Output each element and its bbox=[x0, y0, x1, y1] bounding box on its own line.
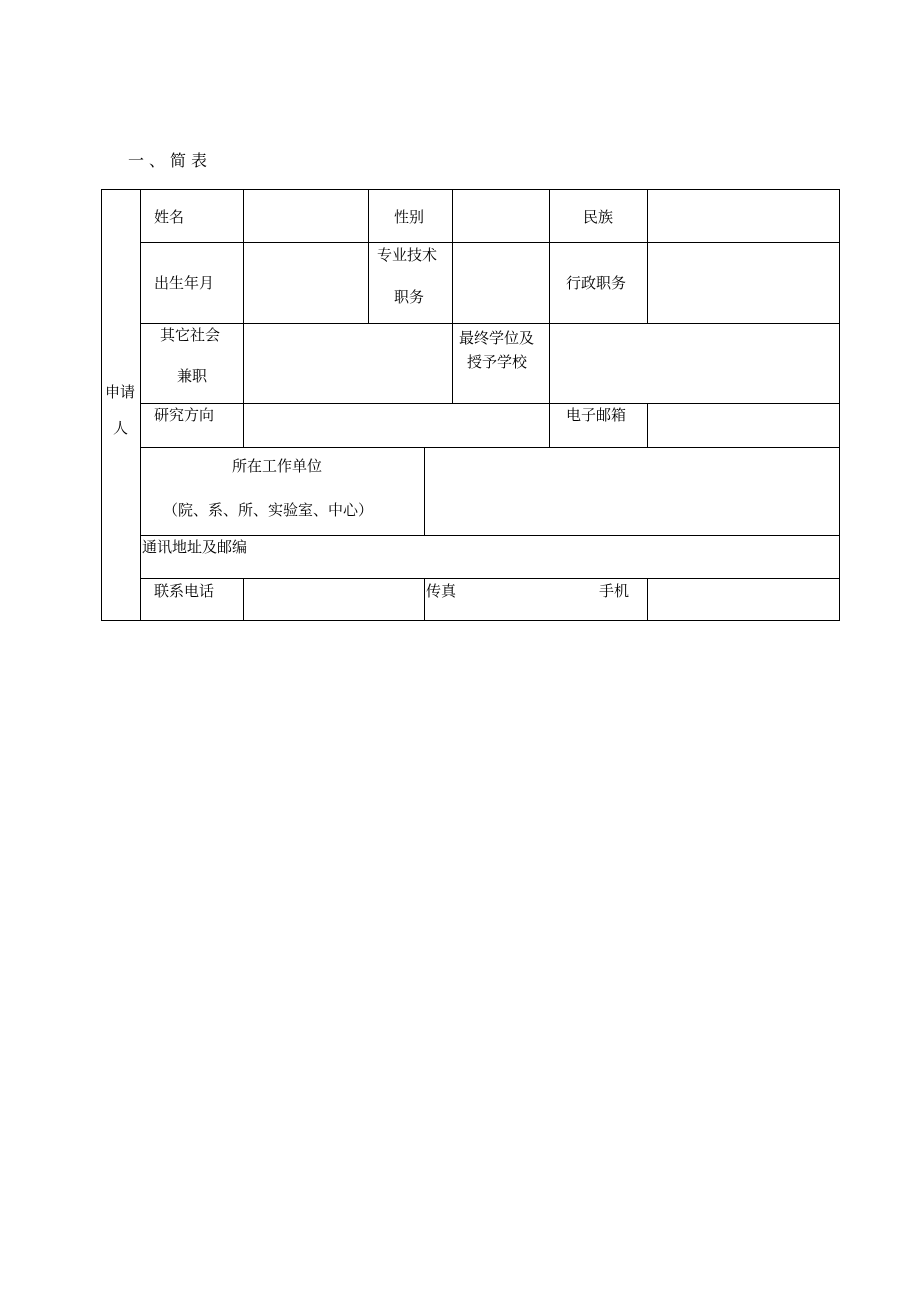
label-gender: 性别 bbox=[394, 208, 425, 226]
table-rule bbox=[243, 578, 244, 621]
applicant-side-label-2: 人 bbox=[113, 419, 129, 437]
label-final-degree-2: 授予学校 bbox=[467, 353, 528, 371]
table-rule bbox=[368, 189, 369, 323]
table-rule bbox=[140, 323, 840, 324]
table-rule bbox=[647, 189, 648, 323]
table-rule bbox=[140, 189, 141, 621]
table-rule bbox=[549, 189, 550, 447]
table-rule bbox=[140, 535, 840, 536]
table-rule bbox=[647, 403, 648, 447]
section-heading: 一、简表 bbox=[128, 151, 213, 170]
label-final-degree: 最终学位及 bbox=[459, 329, 535, 347]
label-professional-title-2: 职务 bbox=[394, 288, 425, 306]
table-rule bbox=[140, 447, 840, 448]
applicant-side-label: 申请 bbox=[105, 383, 136, 401]
label-email: 电子邮箱 bbox=[566, 406, 627, 424]
table-rule bbox=[424, 447, 425, 535]
table-rule bbox=[243, 189, 244, 447]
table-rule bbox=[424, 578, 425, 621]
label-other-positions: 其它社会 bbox=[160, 326, 221, 344]
label-phone: 联系电话 bbox=[154, 582, 215, 600]
label-admin-post: 行政职务 bbox=[566, 274, 627, 292]
label-work-unit-detail: （院、系、所、实验室、中心） bbox=[163, 501, 374, 519]
label-professional-title: 专业技术 bbox=[377, 246, 438, 264]
label-mobile: 手机 bbox=[599, 582, 630, 600]
table-rule bbox=[140, 578, 840, 579]
label-fax: 传真 bbox=[426, 582, 457, 600]
table-rule bbox=[452, 189, 453, 403]
label-ethnicity: 民族 bbox=[583, 208, 614, 226]
label-research-direction: 研究方向 bbox=[154, 406, 215, 424]
table-rule bbox=[140, 403, 840, 404]
label-other-positions-2: 兼职 bbox=[177, 367, 208, 385]
label-name: 姓名 bbox=[154, 208, 185, 226]
table-rule bbox=[647, 578, 648, 621]
label-work-unit: 所在工作单位 bbox=[232, 457, 323, 475]
label-address: 通讯地址及邮编 bbox=[142, 538, 248, 556]
label-birth: 出生年月 bbox=[154, 274, 215, 292]
table-rule bbox=[140, 242, 840, 243]
